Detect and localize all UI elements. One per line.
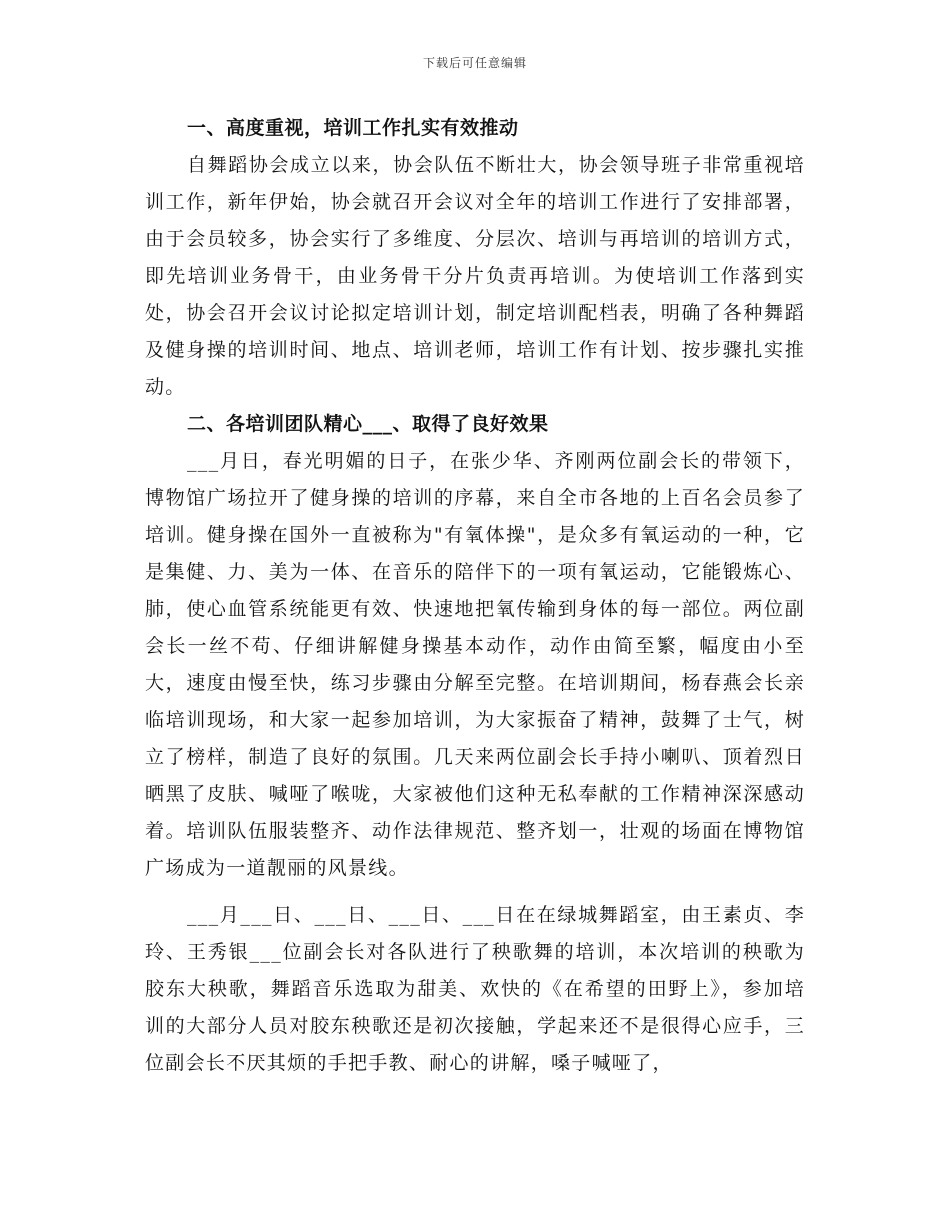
- section-1-paragraph: 自舞蹈协会成立以来，协会队伍不断壮大，协会领导班子非常重视培训工作，新年伊始，协会就召开会议对全年的培训工作进行了安排部署，由于会员较多，协会实行了多维度、分层次、培训与再培训的培训方式，即先培训业务骨干，由业务骨干分片负责再培训。为使培训工作落到实处，协会召开会议讨论拟定培训计划，制定培训配档表，明确了各种舞蹈及健身操的培训时间、地点、培训老师，培训工作有计划、按步骤扎实推动。: [145, 154, 805, 398]
- section-2-paragraph-2: ___月___日、___日、___日、___日在在绿城舞蹈室，由王素贞、李玲、王秀银___位副会长对各队进行了秧歌舞的培训，本次培训的秧歌为胶东大秧歌，舞蹈音乐选取为甜美、欢快的《在希望的田野上》，参加培训的大部分人员对胶东秧歌还是初次接触，学起来还不是很得心应手，三位副会长不厌其烦的手把手教、耐心的讲解，嗓子喊哑了，: [145, 904, 805, 1074]
- section-2-paragraph-1: ___月日，春光明媚的日子，在张少华、齐刚两位副会长的带领下，博物馆广场拉开了健身操的培训的序幕，来自全市各地的上百名会员参了培训。健身操在国外一直被称为"有氧体操"，是众多有氧运动的一种，它是集健、力、美为一体、在音乐的陪伴下的一项有氧运动，它能锻炼心、肺，使心血管系统能更有效、快速地把氧传输到身体的每一部位。两位副会长一丝不苟、仔细讲解健身操基本动作，动作由简至繁，幅度由小至大，速度由慢至快，练习步骤由分解至完整。在培训期间，杨春燕会长亲临培训现场，和大家一起参加培训，为大家振奋了精神，鼓舞了士气，树立了榜样，制造了良好的氛围。几天来两位副会长手持小喇叭、顶着烈日晒黑了皮肤、喊哑了喉咙，大家被他们这种无私奉献的工作精神深深感动着。培训队伍服装整齐、动作法律规范、整齐划一，壮观的场面在博物馆广场成为一道靓丽的风景线。: [145, 450, 805, 879]
- section-2-heading: 二、各培训团队精心___、取得了良好效果: [187, 413, 549, 435]
- document-body: [145, 110, 805, 1082]
- page-header-note: 下载后可任意编辑: [422, 56, 527, 70]
- section-1-heading: 一、高度重视，培训工作扎实有效推动: [187, 117, 519, 139]
